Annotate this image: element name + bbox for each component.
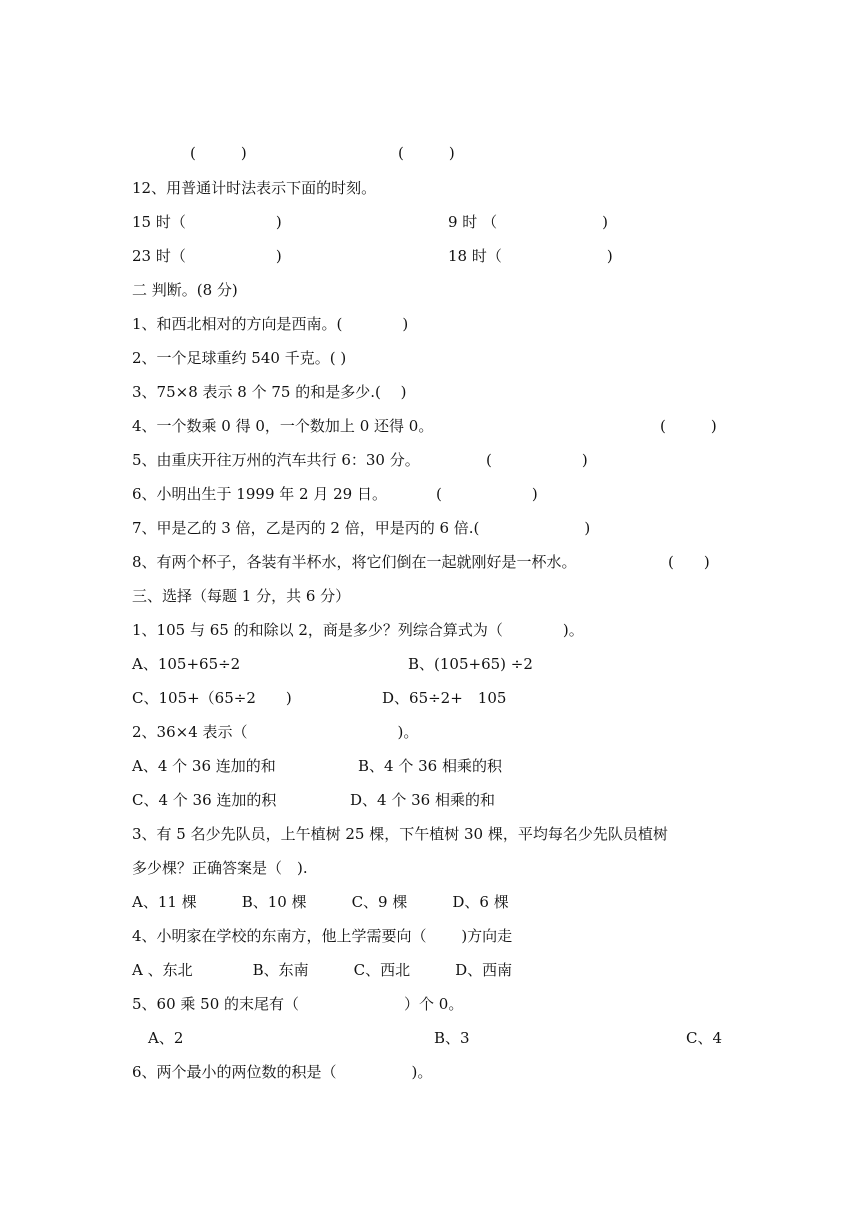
judge-item-4: 4、一个数乘 0 得 0，一个数加上 0 还得 0。	[132, 417, 434, 435]
choice-question-5: 5、60 乘 50 的末尾有（ ）个 0。	[132, 995, 464, 1013]
section-3-heading: 三、选择（每题 1 分，共 6 分）	[132, 587, 351, 605]
judge-item-8: 8、有两个杯子，各装有半杯水，将它们倒在一起就刚好是一杯水。	[132, 553, 577, 571]
question-12: 12、用普通计时法表示下面的时刻。	[132, 179, 377, 197]
choice-5-option-a: A、2	[148, 1029, 184, 1047]
question-12-d: 18 时（ )	[448, 247, 613, 265]
choice-2-option-d: D、4 个 36 相乘的和	[350, 791, 495, 809]
choice-question-4: 4、小明家在学校的东南方，他上学需要向（ )方向走	[132, 927, 513, 945]
choice-1-option-c: C、105+（65÷2 )	[132, 689, 292, 707]
choice-question-3: 3、有 5 名少先队员，上午植树 25 棵，下午植树 30 棵，平均每名少先队员植树	[132, 825, 668, 843]
answer-blank: ( )	[190, 144, 247, 162]
judge-item-1: 1、和西北相对的方向是西南。( )	[132, 315, 409, 333]
choice-2-option-a: A、4 个 36 连加的和	[132, 757, 276, 775]
choice-2-option-b: B、4 个 36 相乘的积	[358, 757, 502, 775]
judge-item-5: 5、由重庆开往万州的汽车共行 6：30 分。	[132, 451, 420, 469]
choice-question-2: 2、36×4 表示（ )。	[132, 723, 419, 741]
choice-4-options: A 、东北 B、东南 C、西北 D、西南	[132, 961, 513, 979]
choice-question-3-cont: 多少棵？正确答案是（ ).	[132, 859, 308, 877]
judge-item-2: 2、一个足球重约 540 千克。( )	[132, 349, 347, 367]
choice-1-option-d: D、65÷2+ 105	[382, 689, 507, 707]
question-12-c: 23 时（ )	[132, 247, 282, 265]
judge-item-5-blank: ( )	[486, 451, 588, 469]
choice-2-option-c: C、4 个 36 连加的积	[132, 791, 277, 809]
judge-item-3: 3、75×8 表示 8 个 75 的和是多少.( )	[132, 383, 407, 401]
judge-item-6: 6、小明出生于 1999 年 2 月 29 日。	[132, 485, 387, 503]
judge-item-4-blank: ( )	[660, 417, 717, 435]
choice-1-option-a: A、105+65÷2	[132, 655, 241, 673]
choice-question-6: 6、两个最小的两位数的积是（ )。	[132, 1063, 433, 1081]
judge-item-8-blank: ( )	[668, 553, 710, 571]
answer-blank: ( )	[398, 144, 455, 162]
question-12-b: 9 时 （ )	[448, 213, 608, 231]
question-12-a: 15 时（ )	[132, 213, 282, 231]
choice-5-option-c: C、4	[686, 1029, 723, 1047]
judge-item-6-blank: ( )	[436, 485, 538, 503]
section-2-heading: 二 判断。(8 分)	[132, 281, 238, 299]
choice-5-option-b: B、3	[434, 1029, 470, 1047]
choice-question-1: 1、105 与 65 的和除以 2，商是多少？列综合算式为（ )。	[132, 621, 584, 639]
choice-3-options: A、11 棵 B、10 棵 C、9 棵 D、6 棵	[132, 893, 509, 911]
choice-1-option-b: B、(105+65) ÷2	[408, 655, 533, 673]
judge-item-7: 7、甲是乙的 3 倍，乙是丙的 2 倍，甲是丙的 6 倍.( )	[132, 519, 591, 537]
